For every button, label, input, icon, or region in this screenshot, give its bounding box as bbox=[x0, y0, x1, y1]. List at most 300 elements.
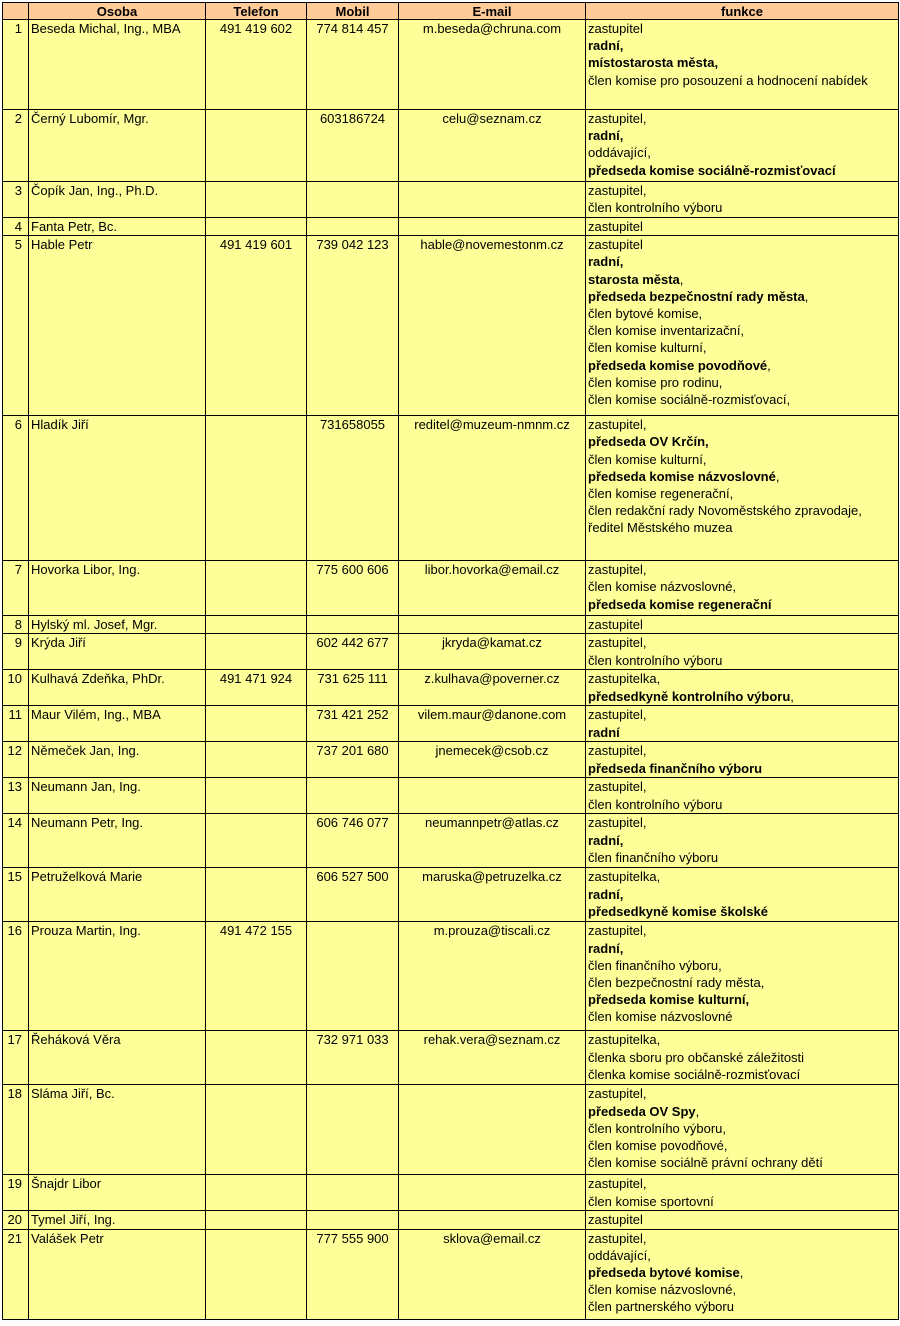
table-row bbox=[3, 182, 899, 218]
person-name: Šnajdr Libor bbox=[29, 1175, 206, 1211]
function-text: zastupitel, bbox=[588, 635, 647, 651]
function-text: zastupitelka, bbox=[588, 1032, 661, 1048]
function-line bbox=[588, 391, 896, 408]
mobile-cell bbox=[307, 218, 399, 236]
function-line bbox=[588, 778, 896, 795]
phone-cell: 491 472 155 bbox=[206, 922, 307, 1031]
table-row bbox=[3, 922, 899, 1031]
function-text: předsedkyně kontrolního výboru bbox=[588, 688, 791, 704]
function-line bbox=[588, 339, 896, 356]
person-name: Řeháková Věra bbox=[29, 1031, 206, 1085]
email-cell bbox=[399, 1211, 586, 1229]
phone-cell bbox=[206, 616, 307, 634]
function-line bbox=[588, 236, 896, 253]
function-line bbox=[588, 374, 896, 391]
function-line bbox=[588, 1281, 896, 1298]
function-text: člen finančního výboru bbox=[588, 849, 719, 865]
function-text: radní, bbox=[588, 832, 624, 848]
function-text: zastupitel, bbox=[588, 183, 647, 198]
function-line bbox=[588, 957, 896, 974]
phone-cell: 491 471 924 bbox=[206, 670, 307, 706]
row-number: 12 bbox=[3, 742, 29, 778]
person-name: Čopík Jan, Ing., Ph.D. bbox=[29, 182, 206, 218]
function-line bbox=[588, 1049, 896, 1066]
function-cell bbox=[586, 1211, 899, 1229]
function-line bbox=[588, 922, 896, 939]
function-text: člen komise regenerační, bbox=[588, 486, 734, 502]
function-cell bbox=[586, 236, 899, 416]
function-text: zastupitelka, bbox=[588, 869, 661, 885]
mobile-cell: 606 527 500 bbox=[307, 868, 399, 922]
phone-cell: 491 419 601 bbox=[206, 236, 307, 416]
person-name: Kulhavá Zdeňka, PhDr. bbox=[29, 670, 206, 706]
row-number: 5 bbox=[3, 236, 29, 416]
mobile-cell: 739 042 123 bbox=[307, 236, 399, 416]
table-row bbox=[3, 616, 899, 634]
function-line bbox=[588, 357, 896, 374]
function-line bbox=[588, 253, 896, 270]
table-row bbox=[3, 1229, 899, 1319]
function-text: zastupitel, bbox=[588, 1176, 647, 1192]
function-text: zastupitel, bbox=[588, 111, 647, 126]
row-number: 9 bbox=[3, 634, 29, 670]
function-text: člen redakční rady Novoměstského zpravodaje, bbox=[588, 503, 862, 519]
header-osoba: Osoba bbox=[29, 3, 206, 20]
table-row bbox=[3, 778, 899, 814]
email-cell: reditel@muzeum-nmnm.cz bbox=[399, 416, 586, 561]
header-funkce: funkce bbox=[586, 3, 899, 20]
function-cell bbox=[586, 634, 899, 670]
function-line bbox=[588, 688, 896, 705]
function-line bbox=[588, 416, 896, 433]
table-body bbox=[3, 20, 899, 1320]
function-line bbox=[588, 144, 896, 161]
function-text: člen finančního výboru, bbox=[588, 957, 722, 973]
person-name: Prouza Martin, Ing. bbox=[29, 922, 206, 1031]
table-row bbox=[3, 1211, 899, 1229]
function-suffix: , bbox=[767, 357, 771, 373]
function-line bbox=[588, 468, 896, 485]
function-text: zastupitel bbox=[588, 1212, 643, 1228]
person-name: Krýda Jiří bbox=[29, 634, 206, 670]
phone-cell bbox=[206, 110, 307, 182]
function-text: členka komise sociálně-rozmisťovací bbox=[588, 1066, 801, 1082]
function-line bbox=[588, 322, 896, 339]
function-suffix: , bbox=[679, 271, 684, 287]
function-text: člen komise názvoslovné, bbox=[588, 1282, 737, 1298]
row-number: 8 bbox=[3, 616, 29, 634]
header-mobil: Mobil bbox=[307, 3, 399, 20]
header-num bbox=[3, 3, 29, 20]
phone-cell bbox=[206, 1031, 307, 1085]
function-line bbox=[588, 451, 896, 468]
function-text: předseda bytové komise bbox=[588, 1265, 740, 1281]
function-text: předseda OV Krčín, bbox=[588, 434, 709, 450]
function-text: radní, bbox=[588, 254, 624, 270]
table-row bbox=[3, 634, 899, 670]
row-number: 15 bbox=[3, 868, 29, 922]
email-cell bbox=[399, 616, 586, 634]
function-line bbox=[588, 1137, 896, 1154]
row-number: 16 bbox=[3, 922, 29, 1031]
function-line bbox=[588, 634, 896, 651]
email-cell: m.beseda@chruna.com bbox=[399, 20, 586, 110]
person-name: Petruželková Marie bbox=[29, 868, 206, 922]
function-cell bbox=[586, 742, 899, 778]
function-text: předseda komise názvoslovné bbox=[588, 468, 776, 484]
function-suffix: , bbox=[790, 688, 794, 704]
function-line bbox=[588, 1230, 896, 1247]
header-email: E-mail bbox=[399, 3, 586, 20]
row-number: 3 bbox=[3, 182, 29, 218]
function-text: předseda komise regenerační bbox=[588, 596, 772, 612]
person-name: Fanta Petr, Bc. bbox=[29, 218, 206, 236]
function-line bbox=[588, 814, 896, 831]
function-cell bbox=[586, 182, 899, 218]
email-cell: rehak.vera@seznam.cz bbox=[399, 1031, 586, 1085]
function-line bbox=[588, 271, 896, 288]
function-text: člen partnerského výboru bbox=[588, 1299, 734, 1315]
function-text: zastupitel bbox=[588, 237, 643, 253]
function-text: člen kontrolního výboru bbox=[588, 200, 723, 216]
function-line bbox=[588, 742, 896, 759]
phone-cell bbox=[206, 868, 307, 922]
function-cell bbox=[586, 218, 899, 236]
function-cell bbox=[586, 1229, 899, 1319]
function-line bbox=[588, 37, 896, 54]
function-cell bbox=[586, 561, 899, 616]
function-cell bbox=[586, 670, 899, 706]
person-name: Hable Petr bbox=[29, 236, 206, 416]
function-text: člen komise sociálně-rozmisťovací, bbox=[588, 392, 791, 408]
email-cell bbox=[399, 182, 586, 218]
function-line bbox=[588, 1120, 896, 1137]
person-name: Tymel Jiří, Ing. bbox=[29, 1211, 206, 1229]
person-name: Hylský ml. Josef, Mgr. bbox=[29, 616, 206, 634]
phone-cell bbox=[206, 1175, 307, 1211]
row-number: 19 bbox=[3, 1175, 29, 1211]
function-line bbox=[588, 54, 896, 71]
row-number: 11 bbox=[3, 706, 29, 742]
email-cell bbox=[399, 778, 586, 814]
table-row bbox=[3, 110, 899, 182]
function-text: členka sboru pro občanské záležitosti bbox=[588, 1049, 805, 1065]
function-text: oddávající, bbox=[588, 145, 651, 161]
function-line bbox=[588, 1031, 896, 1048]
function-suffix: , bbox=[739, 1265, 744, 1281]
function-cell bbox=[586, 20, 899, 110]
function-line bbox=[588, 724, 896, 741]
phone-cell bbox=[206, 1229, 307, 1319]
email-cell: vilem.maur@danone.com bbox=[399, 706, 586, 742]
function-text: člen kontrolního výboru bbox=[588, 652, 723, 668]
function-text: člen komise sportovní bbox=[588, 1193, 714, 1209]
row-number: 4 bbox=[3, 218, 29, 236]
function-line bbox=[588, 1211, 896, 1228]
function-text: zastupitel, bbox=[588, 562, 647, 578]
function-text: zastupitel bbox=[588, 617, 643, 633]
mobile-cell: 602 442 677 bbox=[307, 634, 399, 670]
function-line bbox=[588, 561, 896, 578]
function-line bbox=[588, 305, 896, 322]
email-cell: libor.hovorka@email.cz bbox=[399, 561, 586, 616]
phone-cell bbox=[206, 1211, 307, 1229]
function-cell bbox=[586, 1175, 899, 1211]
phone-cell bbox=[206, 634, 307, 670]
function-line bbox=[588, 1298, 896, 1315]
function-line bbox=[588, 760, 896, 777]
person-name: Neumann Petr, Ing. bbox=[29, 814, 206, 868]
mobile-cell: 731 421 252 bbox=[307, 706, 399, 742]
function-line bbox=[588, 670, 896, 687]
function-text: zastupitel, bbox=[588, 1230, 647, 1246]
row-number: 20 bbox=[3, 1211, 29, 1229]
function-line bbox=[588, 502, 896, 519]
function-text: ředitel Městského muzea bbox=[588, 520, 733, 536]
function-text: předseda komise kulturní, bbox=[588, 992, 750, 1008]
email-cell: jnemecek@csob.cz bbox=[399, 742, 586, 778]
email-cell: celu@seznam.cz bbox=[399, 110, 586, 182]
table-row bbox=[3, 814, 899, 868]
row-number: 6 bbox=[3, 416, 29, 561]
function-text: předseda bezpečnostní rady města bbox=[588, 288, 805, 304]
function-text: člen komise kulturní, bbox=[588, 340, 707, 356]
phone-cell bbox=[206, 416, 307, 561]
function-line bbox=[588, 1154, 896, 1171]
function-text: člen bytové komise, bbox=[588, 306, 703, 322]
function-cell bbox=[586, 706, 899, 742]
table-row bbox=[3, 561, 899, 616]
function-text: radní, bbox=[588, 128, 624, 144]
function-text: předseda komise povodňové bbox=[588, 357, 768, 373]
mobile-cell bbox=[307, 1211, 399, 1229]
email-cell: maruska@petruzelka.cz bbox=[399, 868, 586, 922]
function-line bbox=[588, 903, 896, 920]
function-text: zastupitel, bbox=[588, 779, 647, 795]
function-text: zastupitel, bbox=[588, 1086, 647, 1102]
mobile-cell bbox=[307, 182, 399, 218]
function-line bbox=[588, 182, 896, 199]
header-telefon: Telefon bbox=[206, 3, 307, 20]
email-cell: neumannpetr@atlas.cz bbox=[399, 814, 586, 868]
function-line bbox=[588, 1193, 896, 1210]
function-text: člen komise inventarizační, bbox=[588, 323, 745, 339]
mobile-cell: 775 600 606 bbox=[307, 561, 399, 616]
function-suffix: , bbox=[804, 288, 809, 304]
mobile-cell: 731 625 111 bbox=[307, 670, 399, 706]
email-cell: m.prouza@tiscali.cz bbox=[399, 922, 586, 1031]
mobile-cell: 606 746 077 bbox=[307, 814, 399, 868]
function-text: zastupitel, bbox=[588, 923, 647, 939]
council-members-table bbox=[2, 2, 899, 1320]
function-text: člen komise názvoslovné, bbox=[588, 579, 737, 595]
function-text: člen komise pro posouzení a hodnocení nabídek bbox=[588, 72, 868, 88]
row-number: 13 bbox=[3, 778, 29, 814]
phone-cell bbox=[206, 778, 307, 814]
person-name: Maur Vilém, Ing., MBA bbox=[29, 706, 206, 742]
function-cell bbox=[586, 922, 899, 1031]
function-text: předsedkyně komise školské bbox=[588, 903, 768, 919]
function-cell bbox=[586, 814, 899, 868]
function-text: člen kontrolního výboru bbox=[588, 796, 723, 812]
function-line bbox=[588, 706, 896, 723]
mobile-cell: 774 814 457 bbox=[307, 20, 399, 110]
function-line bbox=[588, 849, 896, 866]
function-cell bbox=[586, 1031, 899, 1085]
function-text: zastupitel, bbox=[588, 417, 647, 433]
function-line bbox=[588, 1264, 896, 1281]
table-row bbox=[3, 670, 899, 706]
row-number: 18 bbox=[3, 1085, 29, 1175]
function-text: člen komise kulturní, bbox=[588, 451, 707, 467]
function-line bbox=[588, 1175, 896, 1192]
phone-cell bbox=[206, 1085, 307, 1175]
person-name: Valášek Petr bbox=[29, 1229, 206, 1319]
function-line bbox=[588, 433, 896, 450]
row-number: 17 bbox=[3, 1031, 29, 1085]
function-line bbox=[588, 1008, 896, 1025]
function-text: starosta města bbox=[588, 271, 680, 287]
function-line bbox=[588, 218, 896, 235]
function-text: zastupitel, bbox=[588, 743, 647, 759]
function-text: předseda OV Spy bbox=[588, 1103, 696, 1119]
function-line bbox=[588, 72, 896, 89]
function-text: radní, bbox=[588, 886, 624, 902]
function-text: oddávající, bbox=[588, 1247, 651, 1263]
row-number: 21 bbox=[3, 1229, 29, 1319]
row-number: 10 bbox=[3, 670, 29, 706]
mobile-cell: 777 555 900 bbox=[307, 1229, 399, 1319]
function-line bbox=[588, 832, 896, 849]
function-text: radní bbox=[588, 724, 620, 740]
email-cell: z.kulhava@poverner.cz bbox=[399, 670, 586, 706]
phone-cell bbox=[206, 182, 307, 218]
function-text: zastupitelka, bbox=[588, 671, 661, 687]
function-line bbox=[588, 596, 896, 613]
mobile-cell bbox=[307, 1175, 399, 1211]
row-number: 7 bbox=[3, 561, 29, 616]
phone-cell bbox=[206, 706, 307, 742]
function-line bbox=[588, 519, 896, 536]
email-cell: sklova@email.cz bbox=[399, 1229, 586, 1319]
function-text: člen komise povodňové, bbox=[588, 1138, 728, 1154]
function-text: člen komise pro rodinu, bbox=[588, 374, 723, 390]
table-row bbox=[3, 706, 899, 742]
mobile-cell: 731658055 bbox=[307, 416, 399, 561]
function-cell bbox=[586, 110, 899, 182]
function-line bbox=[588, 1247, 896, 1264]
function-line bbox=[588, 1103, 896, 1120]
function-text: zastupitel, bbox=[588, 815, 647, 831]
function-line bbox=[588, 288, 896, 305]
table-row bbox=[3, 868, 899, 922]
function-line bbox=[588, 868, 896, 885]
function-line bbox=[588, 796, 896, 813]
function-line bbox=[588, 199, 896, 216]
function-text: zastupitel, bbox=[588, 707, 647, 723]
phone-cell bbox=[206, 742, 307, 778]
function-text: člen kontrolního výboru, bbox=[588, 1120, 727, 1136]
function-line bbox=[588, 940, 896, 957]
function-text: předseda finančního výboru bbox=[588, 760, 763, 776]
function-line bbox=[588, 127, 896, 144]
function-cell bbox=[586, 616, 899, 634]
function-text: zastupitel bbox=[588, 21, 643, 36]
function-line bbox=[588, 1085, 896, 1102]
email-cell bbox=[399, 1175, 586, 1211]
table-row bbox=[3, 1031, 899, 1085]
table-row bbox=[3, 218, 899, 236]
table-header-row bbox=[3, 3, 899, 20]
mobile-cell bbox=[307, 616, 399, 634]
table-row bbox=[3, 742, 899, 778]
function-text: zastupitel bbox=[588, 219, 643, 234]
function-cell bbox=[586, 416, 899, 561]
email-cell bbox=[399, 1085, 586, 1175]
table-row bbox=[3, 416, 899, 561]
function-line bbox=[588, 1066, 896, 1083]
email-cell bbox=[399, 218, 586, 236]
table-row bbox=[3, 20, 899, 110]
function-text: radní, bbox=[588, 940, 624, 956]
person-name: Hovorka Libor, Ing. bbox=[29, 561, 206, 616]
function-cell bbox=[586, 778, 899, 814]
phone-cell bbox=[206, 561, 307, 616]
function-text: člen bezpečnostní rady města, bbox=[588, 975, 765, 991]
function-cell bbox=[586, 868, 899, 922]
function-text: radní, bbox=[588, 38, 624, 54]
person-name: Neumann Jan, Ing. bbox=[29, 778, 206, 814]
function-text: člen komise sociálně právní ochrany dětí bbox=[588, 1155, 823, 1171]
row-number: 14 bbox=[3, 814, 29, 868]
function-line bbox=[588, 110, 896, 127]
row-number: 1 bbox=[3, 20, 29, 110]
email-cell: hable@novemestonm.cz bbox=[399, 236, 586, 416]
function-line bbox=[588, 578, 896, 595]
email-cell: jkryda@kamat.cz bbox=[399, 634, 586, 670]
function-text: místostarosta města, bbox=[588, 55, 719, 71]
person-name: Černý Lubomír, Mgr. bbox=[29, 110, 206, 182]
row-number: 2 bbox=[3, 110, 29, 182]
person-name: Němeček Jan, Ing. bbox=[29, 742, 206, 778]
mobile-cell bbox=[307, 778, 399, 814]
function-text: člen komise názvoslovné bbox=[588, 1009, 733, 1025]
phone-cell: 491 419 602 bbox=[206, 20, 307, 110]
mobile-cell bbox=[307, 1085, 399, 1175]
function-line bbox=[588, 20, 896, 37]
person-name: Sláma Jiří, Bc. bbox=[29, 1085, 206, 1175]
person-name: Beseda Michal, Ing., MBA bbox=[29, 20, 206, 110]
function-suffix: , bbox=[775, 468, 780, 484]
function-line bbox=[588, 974, 896, 991]
mobile-cell: 737 201 680 bbox=[307, 742, 399, 778]
function-line bbox=[588, 991, 896, 1008]
function-line bbox=[588, 652, 896, 669]
person-name: Hladík Jiří bbox=[29, 416, 206, 561]
function-text: předseda komise sociálně-rozmisťovací bbox=[588, 162, 836, 178]
table-row bbox=[3, 236, 899, 416]
function-suffix: , bbox=[695, 1103, 700, 1119]
function-cell bbox=[586, 1085, 899, 1175]
function-line bbox=[588, 616, 896, 633]
phone-cell bbox=[206, 814, 307, 868]
function-line bbox=[588, 162, 896, 179]
function-line bbox=[588, 485, 896, 502]
phone-cell bbox=[206, 218, 307, 236]
mobile-cell: 603186724 bbox=[307, 110, 399, 182]
mobile-cell: 732 971 033 bbox=[307, 1031, 399, 1085]
mobile-cell bbox=[307, 922, 399, 1031]
